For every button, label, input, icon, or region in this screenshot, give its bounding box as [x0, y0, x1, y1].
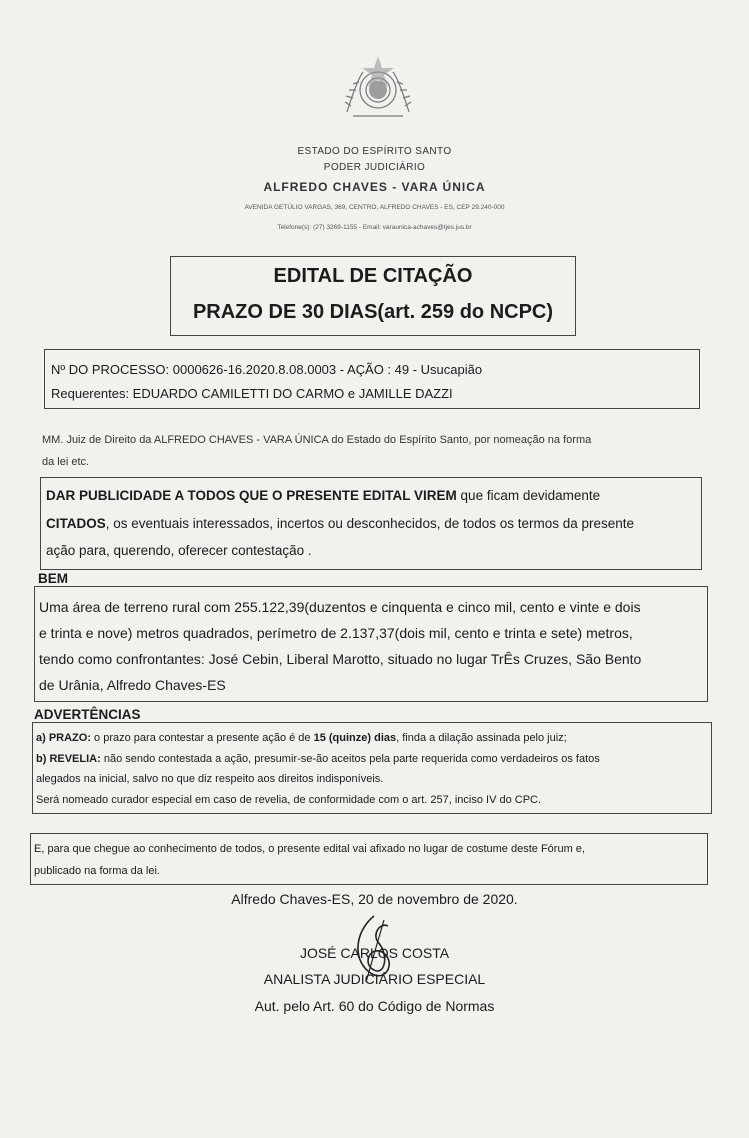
place-date: Alfredo Chaves-ES, 20 de novembro de 2020. [231, 891, 518, 907]
bem-box [34, 586, 708, 702]
warning-deadline-text: o prazo para contestar a presente ação é de [91, 732, 314, 744]
publicity-line-2-bold: CITADOS [46, 516, 106, 531]
notice-line-1: E, para que chegue ao conhecimento de todos, o presente edital vai afixado no lugar de costume deste Fórum e, [34, 843, 585, 855]
judge-line-2: da lei etc. [42, 456, 90, 468]
title-line-1: EDITAL DE CITAÇÃO [273, 265, 473, 287]
warning-deadline-label: a) PRAZO: [36, 732, 91, 744]
header-power: PODER JUDICIÁRIO [323, 162, 426, 173]
header-court: ALFREDO CHAVES - VARA ÚNICA [263, 180, 486, 194]
signer-name: JOSÉ CARLOS COSTA [299, 945, 450, 961]
publicity-line-1 [46, 488, 600, 503]
title-box [170, 256, 576, 336]
process-box [44, 349, 700, 409]
warning-default-label: b) REVELIA: [36, 753, 101, 765]
header-state: ESTADO DO ESPÍRITO SANTO [297, 146, 452, 157]
warning-default-line-2: alegados na inicial, salvo no que diz respeito aos direitos indisponíveis. [36, 773, 384, 785]
publicity-box [40, 477, 702, 570]
warning-curator: Será nomeado curador especial em caso de revelia, de conformidade com o art. 257, inciso IV do CPC. [36, 794, 542, 806]
bem-heading: BEM [38, 571, 68, 586]
warning-deadline [36, 732, 567, 744]
warnings-box [32, 722, 712, 814]
judge-line-1: MM. Juiz de Direito da ALFREDO CHAVES - VARA ÚNICA do Estado do Espírito Santo, por nomeação na forma [42, 434, 592, 446]
notice-box [30, 833, 708, 885]
bem-line-3: tendo como confrontantes: José Cebin, Liberal Marotto, situado no lugar TrÊs Cruzes, São Bento [39, 651, 642, 667]
header-address: AVENIDA GETÚLIO VARGAS, 369, CENTRO, ALFREDO CHAVES - ES, CEP 29.240-000 [244, 204, 505, 211]
bem-line-4: de Urânia, Alfredo Chaves-ES [39, 677, 226, 693]
bem-line-1: Uma área de terreno rural com 255.122,39(duzentos e cinquenta e cinco mil, cento e vinte e dois [39, 599, 641, 615]
publicity-line-3: ação para, querendo, oferecer contestação . [46, 543, 312, 558]
warning-default-text: não sendo contestada a ação, presumir-se-ão aceitos pela parte requerida como verdadeiros os fatos [100, 753, 600, 765]
publicity-line-1-bold: DAR PUBLICIDADE A TODOS QUE O PRESENTE EDITAL VIREM [46, 488, 457, 503]
signer-role: ANALISTA JUDICIÁRIO ESPECIAL [263, 971, 486, 987]
authorization: Aut. pelo Art. 60 do Código de Normas [254, 998, 495, 1014]
coat-of-arms-seal [333, 50, 423, 130]
warning-deadline-days: 15 (quinze) dias [313, 732, 397, 744]
publicity-line-1-rest: que ficam devidamente [456, 488, 601, 503]
warning-default [36, 753, 600, 765]
bem-line-2: e trinta e nove) metros quadrados, perímetro de 2.137,37(dois mil, cento e trinta e sete) metros, [39, 625, 633, 641]
publicity-line-2-rest: , os eventuais interessados, incertos ou desconhecidos, de todos os termos da presente [105, 516, 635, 531]
title-line-2: PRAZO DE 30 DIAS(art. 259 do NCPC) [192, 301, 554, 323]
process-number: Nº DO PROCESSO: 0000626-16.2020.8.08.0003 - AÇÃO : 49 - Usucapião [51, 362, 483, 377]
publicity-line-2 [46, 516, 634, 531]
header-contact: Telefone(s): (27) 3269-1155 - Email: varaunica-achaves@tjes.jus.br [277, 224, 472, 231]
warning-deadline-text-end: , finda a dilação assinada pelo juiz; [396, 732, 567, 744]
process-requesters: Requerentes: EDUARDO CAMILETTI DO CARMO e JAMILLE DAZZI [51, 386, 453, 401]
warnings-heading: ADVERTÊNCIAS [34, 707, 141, 722]
notice-line-2: publicado na forma da lei. [34, 865, 160, 877]
